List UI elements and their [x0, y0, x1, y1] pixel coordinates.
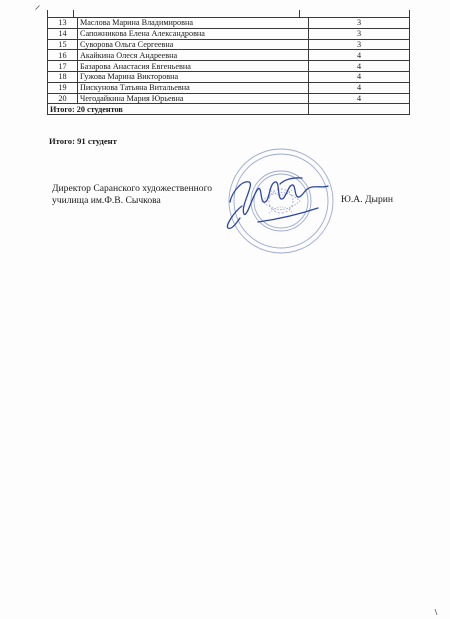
table-row — [48, 82, 410, 93]
student-name: Гужова Марина Викторовна — [78, 71, 309, 82]
student-name: Акайкина Олеся Андреевна — [78, 50, 309, 61]
edge-mark-icon — [434, 608, 438, 616]
student-grade: 3 — [309, 39, 410, 50]
corner-mark-icon — [35, 5, 40, 10]
row-number: 17 — [48, 61, 78, 72]
table-row — [48, 50, 410, 61]
table-row — [48, 39, 410, 50]
table-row — [48, 18, 410, 29]
row-number: 16 — [48, 50, 78, 61]
row-number: 20 — [48, 93, 78, 104]
student-grade: 4 — [309, 71, 410, 82]
table-total-empty — [309, 104, 410, 115]
table-row — [48, 93, 410, 104]
table-row — [48, 71, 410, 82]
table-row — [48, 28, 410, 39]
table-row — [48, 61, 410, 72]
student-grade: 3 — [309, 18, 410, 29]
students-table-body — [48, 18, 410, 115]
student-name: Сапожникова Елена Александровна — [78, 28, 309, 39]
student-grade: 4 — [309, 82, 410, 93]
row-number: 19 — [48, 82, 78, 93]
row-number: 14 — [48, 28, 78, 39]
student-name: Суворова Ольга Сергеевна — [78, 39, 309, 50]
round-stamp-icon — [222, 144, 340, 262]
student-grade: 4 — [309, 50, 410, 61]
student-name: Базарова Анастасия Евгеньевна — [78, 61, 309, 72]
director-title — [52, 183, 212, 207]
table-continuation-rule — [47, 10, 410, 17]
table-total-label: Итого: 20 студентов — [48, 104, 309, 115]
director-title-line1: Директор Саранского художественного — [52, 183, 213, 194]
summary-total: Итого: 91 студент — [49, 136, 117, 146]
row-number: 13 — [48, 18, 78, 29]
director-name: Ю.А. Дырин — [341, 194, 394, 205]
student-grade: 3 — [309, 28, 410, 39]
student-grade: 4 — [309, 93, 410, 104]
students-table — [47, 17, 410, 115]
student-name: Чегодайкина Мария Юрьевна — [78, 93, 309, 104]
student-name: Маслова Марина Владимировна — [78, 18, 309, 29]
table-total-row — [48, 104, 410, 115]
student-grade: 4 — [309, 61, 410, 72]
director-title-line2: училища им.Ф.В. Сычкова — [52, 195, 161, 206]
row-number: 15 — [48, 39, 78, 50]
row-number: 18 — [48, 71, 78, 82]
student-name: Пискунова Татьяна Витальевна — [78, 82, 309, 93]
